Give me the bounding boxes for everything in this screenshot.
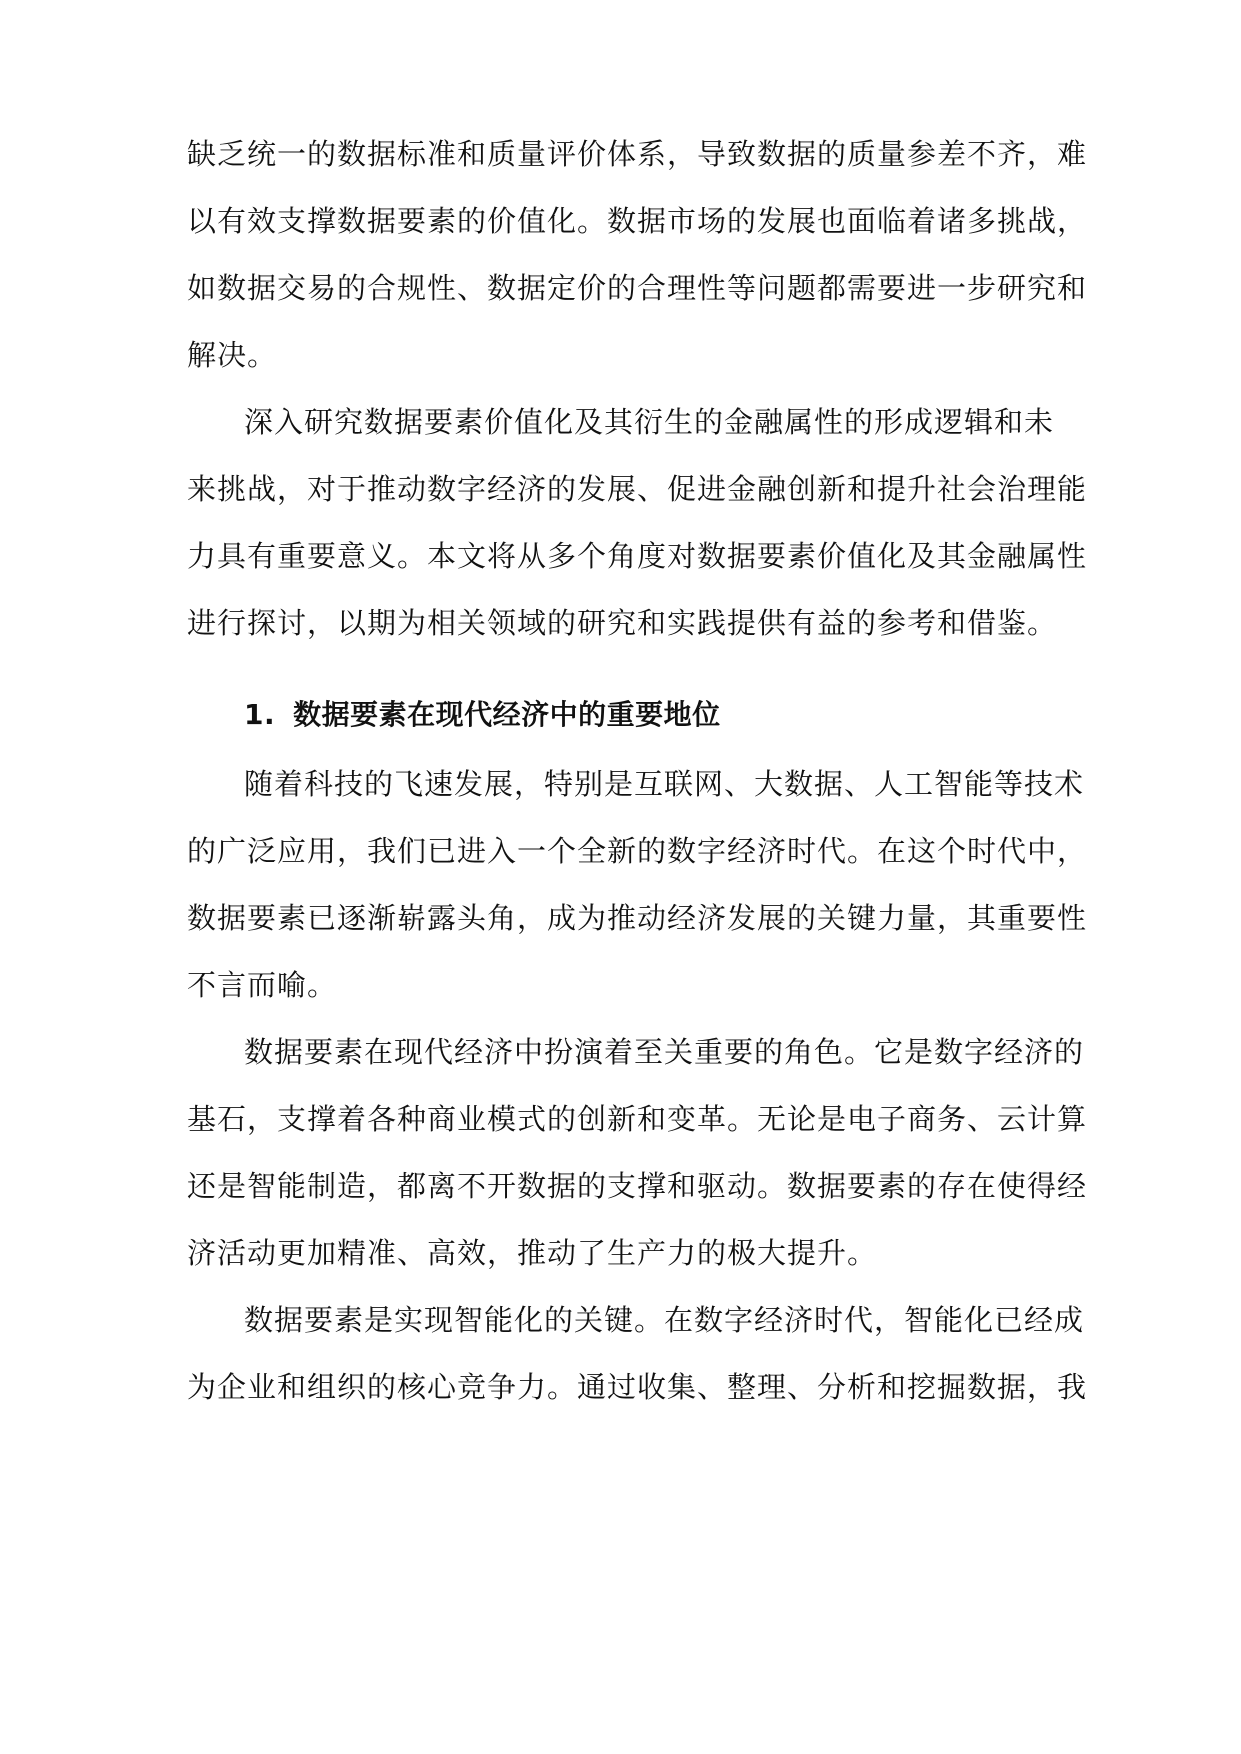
paragraph-line: 缺乏统一的数据标准和质量评价体系，导致数据的质量参差不齐，难	[187, 137, 1088, 171]
section-title: 数据要素在现代经济中的重要地位	[293, 698, 721, 731]
paragraph-line: 如数据交易的合规性、数据定价的合理性等问题都需要进一步研究和	[187, 271, 1088, 305]
section-heading	[244, 695, 721, 735]
paragraph-line: 深入研究数据要素价值化及其衍生的金融属性的形成逻辑和未	[244, 405, 1055, 439]
paragraph-line: 济活动更加精准、高效，推动了生产力的极大提升。	[187, 1236, 878, 1270]
paragraph-line: 以有效支撑数据要素的价值化。数据市场的发展也面临着诸多挑战，	[187, 204, 1088, 238]
paragraph-line: 数据要素是实现智能化的关键。在数字经济时代，智能化已经成	[244, 1303, 1085, 1337]
paragraph-line: 来挑战，对于推动数字经济的发展、促进金融创新和提升社会治理能	[187, 472, 1088, 506]
paragraph-line: 解决。	[187, 338, 278, 372]
paragraph-line: 不言而喻。	[187, 968, 338, 1002]
paragraph-line: 还是智能制造，都离不开数据的支撑和驱动。数据要素的存在使得经	[187, 1169, 1088, 1203]
paragraph-line: 基石，支撑着各种商业模式的创新和变革。无论是电子商务、云计算	[187, 1102, 1088, 1136]
paragraph-line: 数据要素已逐渐崭露头角，成为推动经济发展的关键力量，其重要性	[187, 901, 1088, 935]
paragraph-line: 为企业和组织的核心竞争力。通过收集、整理、分析和挖掘数据，我	[187, 1370, 1088, 1404]
section-number: 1.	[244, 698, 276, 731]
paragraph-line: 随着科技的飞速发展，特别是互联网、大数据、人工智能等技术	[244, 767, 1085, 801]
paragraph-line: 力具有重要意义。本文将从多个角度对数据要素价值化及其金融属性	[187, 539, 1088, 573]
paragraph-line: 数据要素在现代经济中扮演着至关重要的角色。它是数字经济的	[244, 1035, 1085, 1069]
paragraph-line: 的广泛应用，我们已进入一个全新的数字经济时代。在这个时代中，	[187, 834, 1088, 868]
paragraph-line: 进行探讨，以期为相关领域的研究和实践提供有益的参考和借鉴。	[187, 606, 1058, 640]
